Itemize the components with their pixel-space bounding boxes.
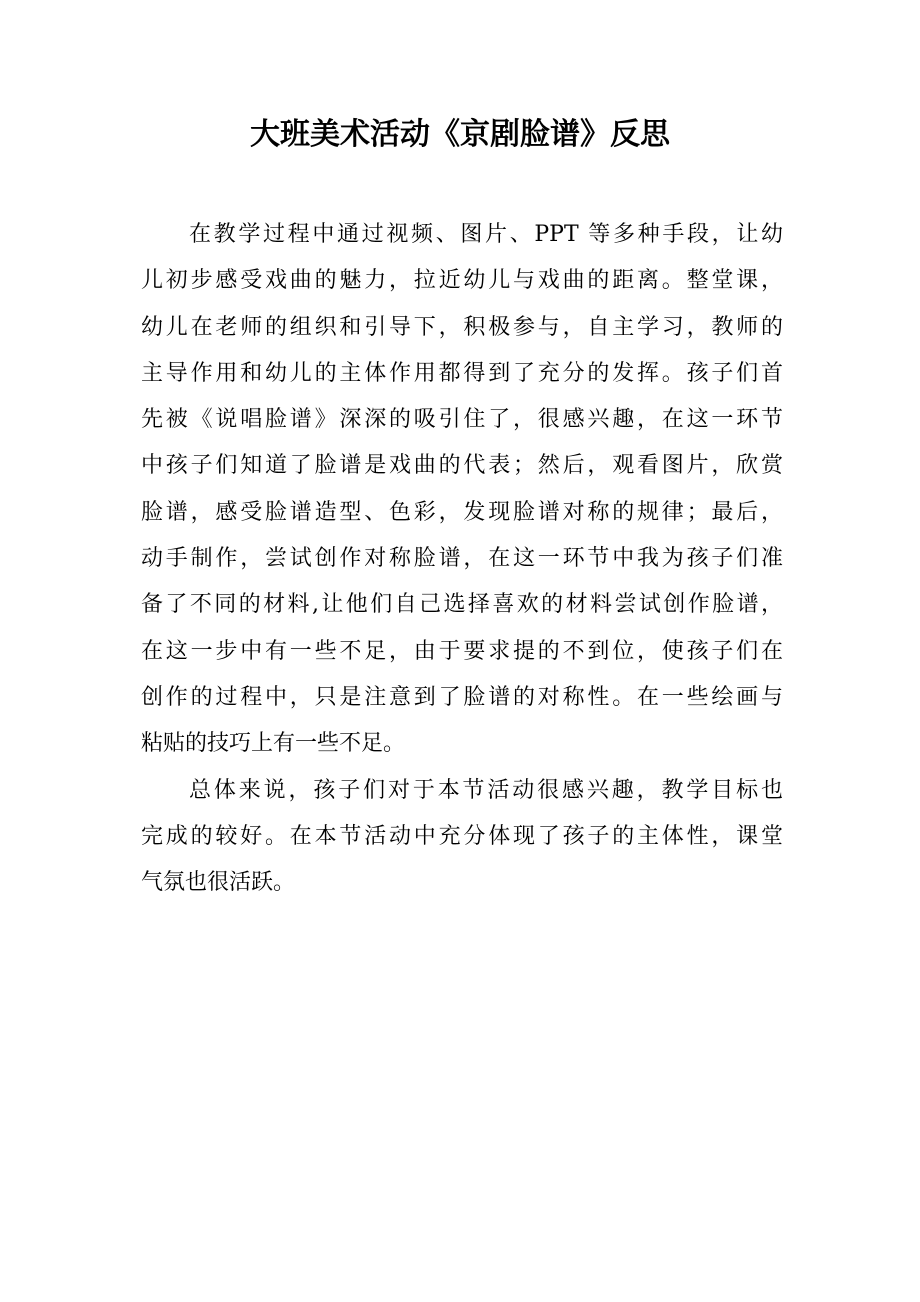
- paragraph: [141, 212, 783, 768]
- text-line: 在这一步中有一些不足，由于要求提的不到位，使孩子们在: [141, 638, 783, 664]
- text-line: 气氛也很活跃。: [141, 870, 296, 896]
- text-line: 粘贴的技巧上有一些不足。: [141, 731, 406, 757]
- text-line: 动手制作，尝试创作对称脸谱，在这一环节中我为孩子们准: [141, 546, 783, 572]
- text-line: 儿初步感受戏曲的魅力，拉近幼儿与戏曲的距离。整堂课，: [141, 268, 783, 294]
- paragraph: [141, 768, 783, 907]
- text-line: 先被《说唱脸谱》深深的吸引住了，很感兴趣，在这一环节: [141, 407, 783, 433]
- text-line: 创作的过程中，只是注意到了脸谱的对称性。在一些绘画与: [141, 684, 783, 710]
- text-line: 脸谱，感受脸谱造型、色彩，发现脸谱对称的规律；最后，: [141, 499, 783, 525]
- text-line: 在教学过程中通过视频、图片、PPT 等多种手段，让幼: [189, 222, 783, 247]
- document-title: 大班美术活动《京剧脸谱》反思: [250, 117, 670, 152]
- text-line: 幼儿在老师的组织和引导下，积极参与，自主学习，教师的: [141, 314, 783, 340]
- document-body: [141, 212, 783, 906]
- text-line: 主导作用和幼儿的主体作用都得到了充分的发挥。孩子们首: [141, 360, 783, 386]
- text-line: 备了不同的材料,让他们自己选择喜欢的材料尝试创作脸谱，: [141, 592, 783, 618]
- text-line: 完成的较好。在本节活动中充分体现了孩子的主体性，课堂: [141, 823, 783, 849]
- text-line: 总体来说，孩子们对于本节活动很感兴趣，教学目标也: [189, 777, 783, 803]
- text-line: 中孩子们知道了脸谱是戏曲的代表；然后，观看图片，欣赏: [141, 453, 783, 479]
